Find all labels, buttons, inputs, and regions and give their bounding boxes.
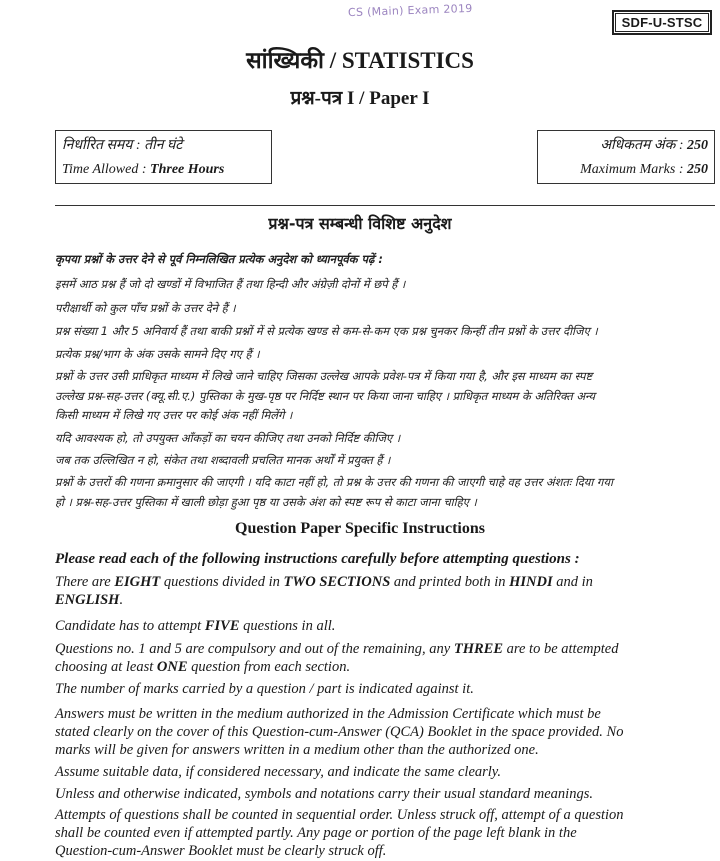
hindi-instruction-line: किसी माध्यम में लिखे गए उत्तर पर कोई अंक नहीं मिलेंगे । xyxy=(55,408,293,422)
paper-subtitle: प्रश्न-पत्र I / Paper I xyxy=(290,88,430,109)
instruction-medium: Answers must be written in the medium authorized in the Admission Certificate which must be stated clearly on the cover of this Question-cum-Answer (QCA) Booklet in the space provided. No marks will be given for answers written in a medium other than the authorized one. xyxy=(55,706,624,758)
hindi-instruction-line: प्रश्नों के उत्तर उसी प्राधिकृत माध्यम में लिखे जाने चाहिए जिसका उल्लेख आपके प्रवेश-पत्र में किया गया है, और इस माध्यम का स्पष्ट xyxy=(55,369,593,383)
marks-english: Maximum Marks : 250 xyxy=(580,162,708,177)
paper-code-box xyxy=(612,10,712,35)
instruction-symbols: Unless and otherwise indicated, symbols and notations carry their usual standard meanings. xyxy=(55,786,593,802)
hindi-instructions-heading: प्रश्न-पत्र सम्बन्धी विशिष्ट अनुदेश xyxy=(268,214,452,233)
divider xyxy=(55,205,715,206)
instruction-sequential-order: Attempts of questions shall be counted in sequential order. Unless struck off, attempt of a question shall be counted even if attempted partly. Any page or portion of the page left blank in the Question-cum-Answer Booklet must be clearly struck off. xyxy=(55,807,624,859)
instruction-eight-questions: There are EIGHT questions divided in TWO SECTIONS and printed both in HINDI and in ENGLISH. xyxy=(55,574,593,608)
instruction-five-questions: Candidate has to attempt FIVE questions in all. xyxy=(55,618,336,634)
page-title: सांख्यिकी / STATISTICS xyxy=(246,48,474,73)
hindi-instruction-line: प्रत्येक प्रश्न/भाग के अंक उसके सामने दिए गए हैं । xyxy=(55,347,260,361)
paper-code: SDF-U-STSC xyxy=(615,13,709,32)
hindi-instruction-line: हो । प्रश्न-सह-उत्तर पुस्तिका में खाली छोड़ा हुआ पृष्ठ या उसके अंश को स्पष्ट रूप से काटा जाना चाहिए । xyxy=(55,495,477,509)
english-instructions-heading: Question Paper Specific Instructions xyxy=(235,520,485,537)
hindi-instruction-line: उल्लेख प्रश्न-सह-उत्तर (क्यू.सी.ए.) पुस्तिका के मुख-पृष्ठ पर निर्दिष्ट स्थान पर किया जाना चाहिए । प्राधिकृत माध्यम के अतिरिक्त अन्य xyxy=(55,389,595,403)
hindi-instruction-line: प्रश्न संख्या 1 और 5 अनिवार्य हैं तथा बाकी प्रश्नों में से प्रत्येक खण्ड से कम-से-कम एक प्रश्न चुनकर किन्हीं तीन प्रश्नों के उत्तर दीजिए । xyxy=(55,324,598,338)
hindi-instruction-line: यदि आवश्यक हो, तो उपयुक्त आँकड़ों का चयन कीजिए तथा उनको निर्दिष्ट कीजिए । xyxy=(55,431,401,445)
time-english: Time Allowed : Three Hours xyxy=(62,162,225,177)
exam-stamp: CS (Main) Exam 2019 xyxy=(347,1,473,20)
instruction-suitable-data: Assume suitable data, if considered necessary, and indicate the same clearly. xyxy=(55,764,502,780)
maximum-marks-box xyxy=(537,130,715,184)
hindi-instruction-line: जब तक उल्लिखित न हो, संकेत तथा शब्दावली प्रचलित मानक अर्थों में प्रयुक्त हैं । xyxy=(55,453,391,467)
hindi-instruction-line: प्रश्नों के उत्तरों की गणना क्रमानुसार की जाएगी । यदि काटा नहीं हो, तो प्रश्न के उत्तर की गणना की जाएगी चाहे वह उत्तर अंशतः दिया गया xyxy=(55,475,613,489)
marks-hindi: अधिकतम अंक : 250 xyxy=(600,138,708,153)
english-instruction-lead: Please read each of the following instructions carefully before attempting questions : xyxy=(55,551,580,567)
time-hindi: निर्धारित समय : तीन घंटे xyxy=(62,138,183,153)
hindi-instruction-line: इसमें आठ प्रश्न हैं जो दो खण्डों में विभाजित हैं तथा हिन्दी और अंग्रेज़ी दोनों में छपे हैं । xyxy=(55,277,406,291)
hindi-instruction-line: परीक्षार्थी को कुल पाँच प्रश्नों के उत्तर देने हैं । xyxy=(55,301,236,315)
instruction-compulsory: Questions no. 1 and 5 are compulsory and out of the remaining, any THREE are to be attempted choosing at least ONE question from each section. xyxy=(55,641,619,675)
hindi-instruction-lead: कृपया प्रश्नों के उत्तर देने से पूर्व निम्नलिखित प्रत्येक अनुदेश को ध्यानपूर्वक पढ़ें : xyxy=(55,252,383,266)
instruction-marks: The number of marks carried by a question / part is indicated against it. xyxy=(55,681,474,697)
time-allowed-box xyxy=(55,130,272,184)
